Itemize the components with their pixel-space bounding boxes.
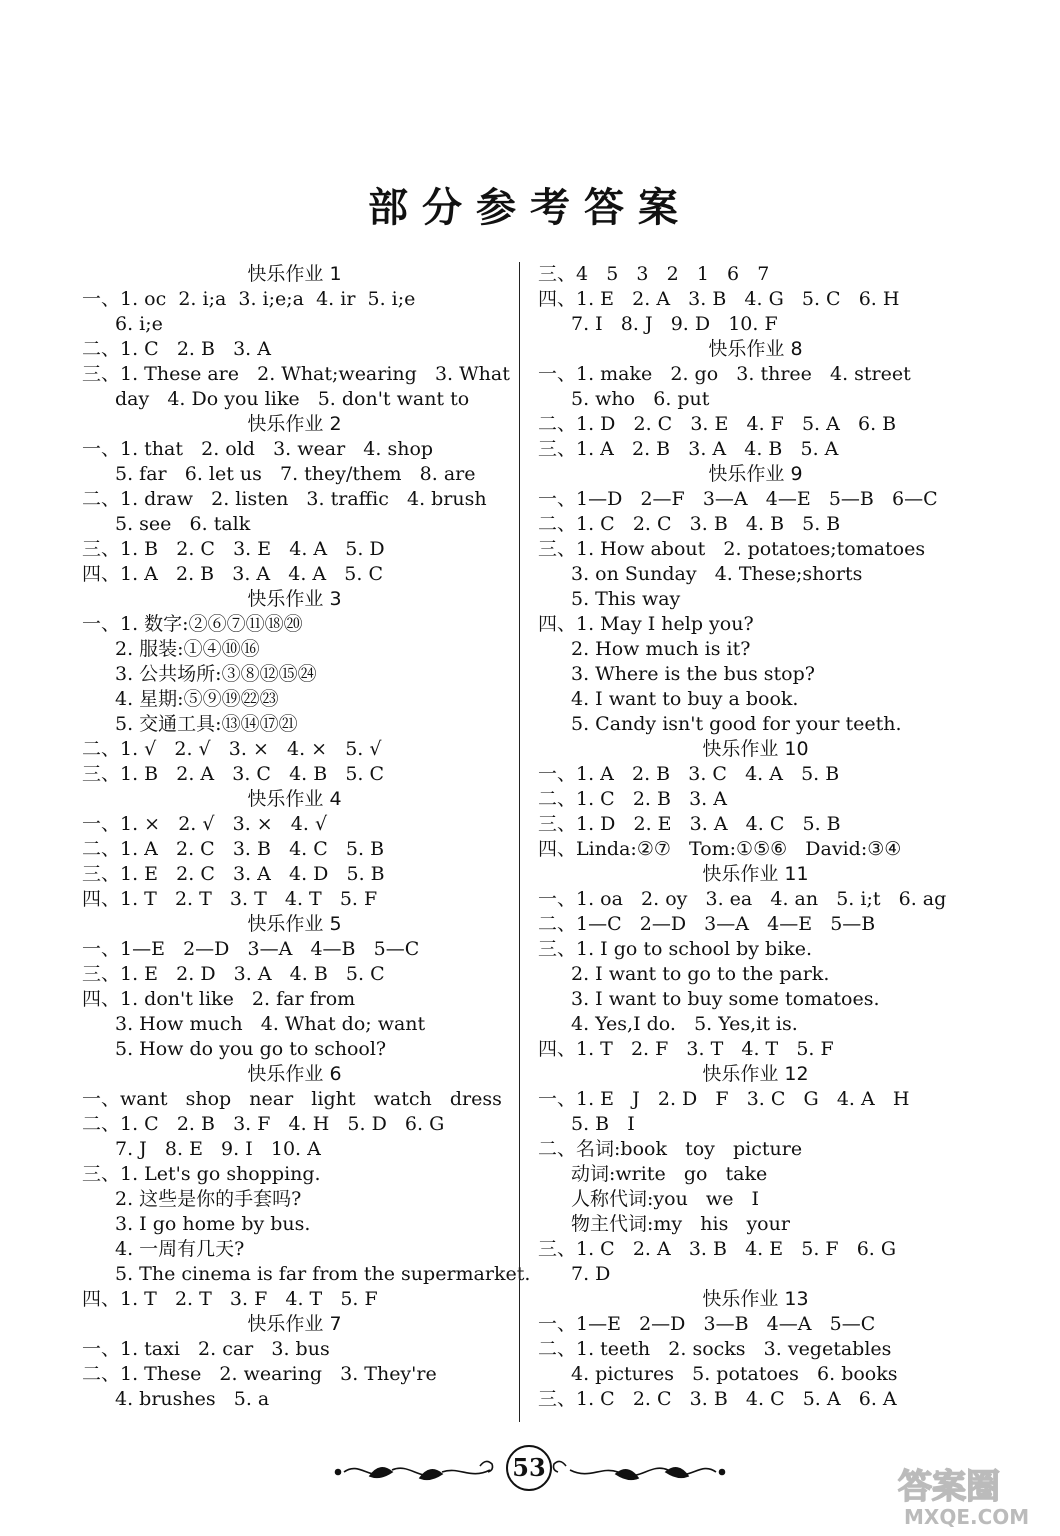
answer-line: 动词:write go take (571, 1163, 768, 1185)
answer-line: 三、1. D 2. E 3. A 4. C 5. B (538, 813, 841, 835)
answer-line: 一、1. E J 2. D F 3. C G 4. A H (538, 1088, 910, 1110)
answer-line: 3. Where is the bus stop? (571, 663, 815, 685)
answer-line: 三、1. B 2. C 3. E 4. A 5. D (82, 538, 385, 560)
answer-line: 一、1. taxi 2. car 3. bus (82, 1338, 330, 1360)
answer-line: 5. who 6. put (571, 388, 710, 410)
answer-line: 二、1. C 2. B 3. F 4. H 5. D 6. G (82, 1113, 445, 1135)
answer-line: 三、1. C 2. C 3. B 4. C 5. A 6. A (538, 1388, 897, 1410)
section-heading: 快乐作业 9 (708, 463, 803, 485)
answer-line: 四、1. T 2. T 3. T 4. T 5. F (82, 888, 378, 910)
answer-line: 一、1—E 2—D 3—B 4—A 5—C (538, 1313, 876, 1335)
answer-line: 四、1. don't like 2. far from (82, 988, 356, 1010)
answer-line: 三、1. Let's go shopping. (82, 1163, 321, 1185)
answer-line: 二、1. teeth 2. socks 3. vegetables (538, 1338, 892, 1360)
answer-line: 一、1—D 2—F 3—A 4—E 5—B 6—C (538, 488, 938, 510)
page-title: 部分参考答案 (368, 185, 692, 231)
section-heading: 快乐作业 5 (247, 913, 342, 935)
answer-line: 二、1. C 2. C 3. B 4. B 5. B (538, 513, 841, 535)
answer-line: 一、want shop near light watch dress (82, 1088, 502, 1110)
left-answer-column (82, 262, 531, 1412)
answer-line: day 4. Do you like 5. don't want to (115, 388, 470, 410)
answer-line: 一、1—E 2—D 3—A 4—B 5—C (82, 938, 420, 960)
watermark-text: 答案圈 (898, 1467, 1000, 1507)
section-heading: 快乐作业 10 (702, 738, 809, 760)
answer-line: 5. far 6. let us 7. they/them 8. are (115, 463, 476, 485)
answer-line: 4. brushes 5. a (115, 1388, 270, 1410)
answer-line: 三、1. C 2. A 3. B 4. E 5. F 6. G (538, 1238, 897, 1260)
answer-line: 三、1. B 2. A 3. C 4. B 5. C (82, 763, 385, 785)
section-heading: 快乐作业 3 (247, 588, 342, 610)
right-answer-column (538, 262, 973, 1412)
answer-line: 2. 服装:①④⑩⑯ (115, 638, 260, 660)
answer-line: 4. 星期:⑤⑨⑲㉒㉓ (115, 688, 279, 710)
answer-line: 二、1. C 2. B 3. A (82, 338, 271, 360)
section-heading: 快乐作业 8 (708, 338, 803, 360)
answer-line: 5. 交通工具:⑬⑭⑰㉑ (115, 713, 298, 735)
answer-line: 四、1. T 2. T 3. F 4. T 5. F (82, 1288, 378, 1310)
answer-line: 四、Linda:②⑦ Tom:①⑤⑥ David:③④ (538, 838, 902, 860)
column-divider (519, 262, 520, 1422)
answer-line: 4. 一周有几天? (115, 1238, 245, 1260)
answer-line: 一、1. that 2. old 3. wear 4. shop (82, 438, 434, 460)
answer-line: 2. I want to go to the park. (571, 963, 830, 985)
answer-line: 二、1. C 2. B 3. A (538, 788, 727, 810)
answer-line: 四、1. T 2. F 3. T 4. T 5. F (538, 1038, 834, 1060)
answer-line: 3. How much 4. What do; want (115, 1013, 426, 1035)
section-heading: 快乐作业 11 (702, 863, 809, 885)
section-heading: 快乐作业 1 (247, 263, 342, 285)
answer-line: 3. 公共场所:③⑧⑫⑮㉔ (115, 663, 317, 685)
answer-line: 三、1. These are 2. What;wearing 3. What (82, 363, 510, 385)
answer-line: 二、1—C 2—D 3—A 4—E 5—B (538, 913, 876, 935)
answer-line: 2. How much is it? (571, 638, 751, 660)
section-heading: 快乐作业 6 (247, 1063, 342, 1085)
answer-line: 一、1. make 2. go 3. three 4. street (538, 363, 911, 385)
section-heading: 快乐作业 13 (702, 1288, 809, 1310)
answer-line: 7. J 8. E 9. I 10. A (115, 1138, 321, 1160)
answer-line: 3. I go home by bus. (115, 1213, 311, 1235)
watermark-url: MXQE.COM (904, 1505, 1030, 1529)
answer-line: 三、1. E 2. D 3. A 4. B 5. C (82, 963, 385, 985)
page-number: 53 (506, 1445, 552, 1491)
answer-line: 7. D (571, 1263, 611, 1285)
answer-line: 一、1. A 2. B 3. C 4. A 5. B (538, 763, 840, 785)
watermark-logo-icon (890, 1460, 1050, 1530)
answer-line: 二、1. These 2. wearing 3. They're (82, 1363, 437, 1385)
answer-line: 二、1. √ 2. √ 3. × 4. × 5. √ (82, 738, 382, 760)
answer-line: 二、1. draw 2. listen 3. traffic 4. brush (82, 488, 487, 510)
section-heading: 快乐作业 12 (702, 1063, 809, 1085)
answer-line: 一、1. 数字:②⑥⑦⑪⑱⑳ (82, 613, 303, 635)
answer-line: 三、4 5 3 2 1 6 7 (538, 263, 770, 285)
answer-line: 三、1. E 2. C 3. A 4. D 5. B (82, 863, 385, 885)
answer-line: 5. How do you go to school? (115, 1038, 387, 1060)
answer-line: 二、名词:book toy picture (538, 1138, 803, 1160)
answer-line: 5. B I (571, 1113, 635, 1135)
answer-line: 2. 这些是你的手套吗? (115, 1188, 302, 1210)
answer-line: 三、1. I go to school by bike. (538, 938, 813, 960)
answer-line: 3. on Sunday 4. These;shorts (571, 563, 863, 585)
answer-line: 四、1. May I help you? (538, 613, 754, 635)
answer-line: 一、1. oc 2. i;a 3. i;e;a 4. ir 5. i;e (82, 288, 416, 310)
answer-line: 一、1. oa 2. oy 3. ea 4. an 5. i;t 6. ag (538, 888, 947, 910)
section-heading: 快乐作业 4 (247, 788, 342, 810)
section-heading: 快乐作业 7 (247, 1313, 342, 1335)
answer-line: 物主代词:my his your (571, 1213, 790, 1235)
answer-line: 人称代词:you we I (571, 1188, 760, 1210)
answer-line: 3. I want to buy some tomatoes. (571, 988, 880, 1010)
answer-line: 4. pictures 5. potatoes 6. books (571, 1363, 898, 1385)
answer-line: 二、1. A 2. C 3. B 4. C 5. B (82, 838, 385, 860)
answer-line: 一、1. × 2. √ 3. × 4. √ (82, 813, 328, 835)
answer-line: 四、1. A 2. B 3. A 4. A 5. C (82, 563, 383, 585)
answer-line: 5. Candy isn't good for your teeth. (571, 713, 902, 735)
section-heading: 快乐作业 2 (247, 413, 342, 435)
answer-line: 4. I want to buy a book. (571, 688, 799, 710)
answer-line: 三、1. How about 2. potatoes;tomatoes (538, 538, 926, 560)
answer-line: 四、1. E 2. A 3. B 4. G 5. C 6. H (538, 288, 900, 310)
answer-line: 5. The cinema is far from the supermarket. (115, 1263, 531, 1285)
answer-line: 5. see 6. talk (115, 513, 251, 535)
answer-line: 6. i;e (115, 313, 163, 335)
answer-line: 二、1. D 2. C 3. E 4. F 5. A 6. B (538, 413, 897, 435)
page-footer (330, 1440, 730, 1500)
answer-line: 4. Yes,I do. 5. Yes,it is. (571, 1013, 798, 1035)
answer-line: 7. I 8. J 9. D 10. F (571, 313, 778, 335)
answer-line: 三、1. A 2. B 3. A 4. B 5. A (538, 438, 839, 460)
answer-line: 5. This way (571, 588, 681, 610)
